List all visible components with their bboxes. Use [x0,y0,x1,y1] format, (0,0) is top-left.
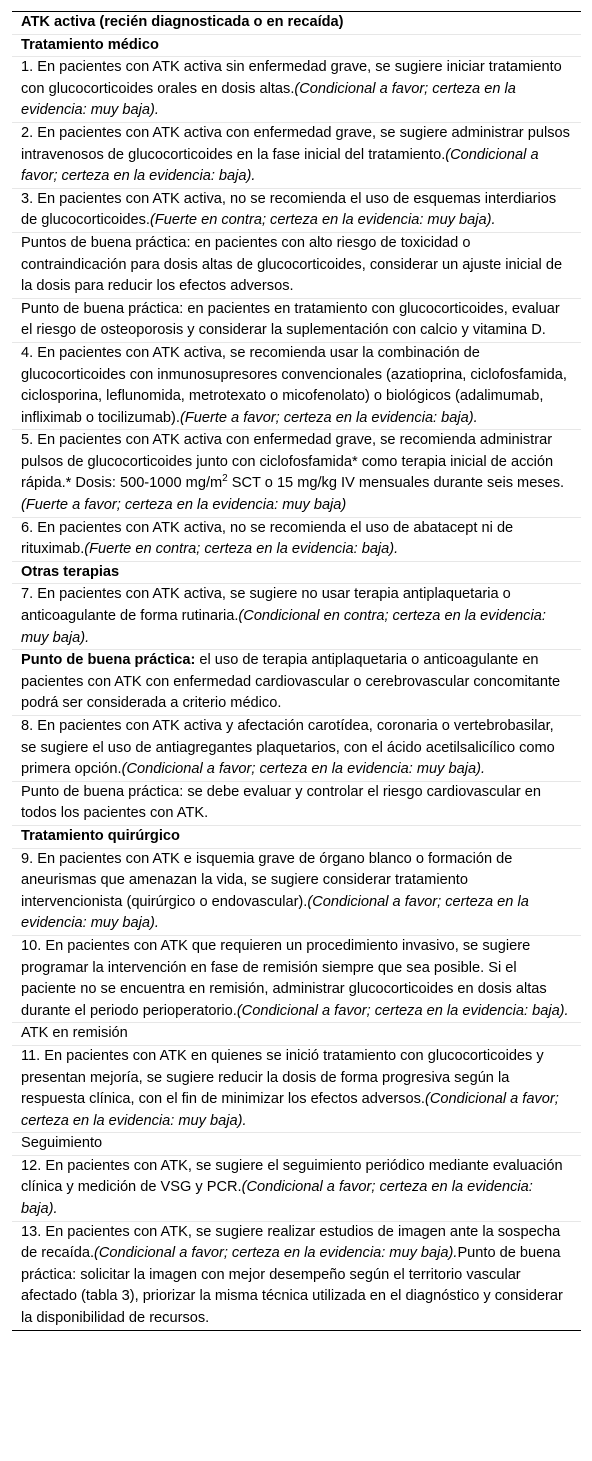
recommendation-text: 3. En pacientes con ATK activa, no se recomienda el uso de esquemas interdiarios de glucocorticoides. [21,190,557,229]
recommendation-7 [12,584,581,650]
recommendation-11 [12,1046,581,1133]
recommendation-text-cont: SCT o 15 mg/kg IV mensuales durante seis meses. [227,475,565,492]
recommendation-10 [12,936,581,1023]
recommendation-text: 10. En pacientes con ATK que requieren un procedimiento invasivo, se sugiere programar la intervención en fase de remisión siempre que sea posible. Si el paciente no se encuentra en remisión, administrar glucocorticoides en dosis altas durante el periodo perioperatorio. [21,937,547,1019]
good-practice-label: Punto de buena práctica: [21,652,196,669]
evidence-grade: (Fuerte en contra; certeza en la evidencia: muy baja). [150,212,496,229]
evidence-grade: (Condicional a favor; certeza en la evidencia: muy baja). [121,761,486,778]
recommendation-text: 7. En pacientes con ATK activa, se sugiere no usar terapia antiplaquetaria o anticoagulante de forma rutinaria. [21,586,511,625]
evidence-grade: (Condicional a favor; certeza en la evidencia: baja). [21,1179,533,1218]
evidence-grade: (Condicional a favor; certeza en la evidencia: muy baja). [21,80,516,119]
good-practice-point-1: Puntos de buena práctica: en pacientes con alto riesgo de toxicidad o contraindicación para dosis altas de glucocorticoides, considerar un ajuste inicial de la dosis para reducir los efectos adversos. [12,233,581,299]
recommendation-3 [12,189,581,233]
good-practice-text: Punto de buena práctica: solicitar la imagen con mejor desempeño según el territorio vascular afectado (tabla 3), priorizar la misma técnica utilizada en el diagnóstico y considerar la disponibilidad de recursos. [21,1245,563,1327]
recommendation-text: 6. En pacientes con ATK activa, no se recomienda el uso de abatacept ni de rituximab. [21,519,514,558]
section-heading-remission: ATK en remisión [12,1023,581,1046]
evidence-grade: (Condicional a favor; certeza en la evidencia: baja). [21,146,539,185]
recommendation-text: 13. En pacientes con ATK, se sugiere realizar estudios de imagen ante la sospecha de recaída. [21,1223,561,1262]
section-heading-surgical: Tratamiento quirúrgico [12,826,581,849]
recommendation-5 [12,430,581,517]
recommendation-text: 8. En pacientes con ATK activa y afectación carotídea, coronaria o vertebrobasilar, se sugiere el uso de antiagregantes plaquetarios, con el ácido acetilsalicílico como primera opción. [21,718,555,778]
table-title: ATK activa (recién diagnosticada o en recaída) [12,12,581,35]
recommendations-table [12,11,581,1331]
recommendation-text: 5. En pacientes con ATK activa con enfermedad grave, se recomienda administrar pulsos de glucocorticoides junto con ciclofosfamida* como terapia inicial de acción rápida.* Dosis: 500-1000 mg/m [21,432,554,492]
recommendation-text: 1. En pacientes con ATK activa sin enfermedad grave, se sugiere iniciar tratamiento con glucocorticoides orales en dosis altas. [21,59,562,97]
recommendation-text: 12. En pacientes con ATK, se sugiere el seguimiento periódico mediante evaluación clínica y medición de VSG y PCR. [21,1157,563,1196]
section-heading-other: Otras terapias [12,562,581,585]
evidence-grade: (Condicional en contra; certeza en la evidencia: muy baja). [21,608,546,646]
recommendation-1 [12,57,581,123]
recommendation-9 [12,849,581,936]
recommendation-12 [12,1156,581,1222]
recommendation-2 [12,123,581,189]
evidence-grade: (Condicional a favor; certeza en la evidencia: baja). [236,1002,569,1019]
evidence-grade: (Fuerte a favor; certeza en la evidencia: muy baja) [21,497,347,514]
recommendation-text: 2. En pacientes con ATK activa con enfermedad grave, se sugiere administrar pulsos intravenosos de glucocorticoides en la fase inicial del tratamiento. [21,124,570,163]
good-practice-point-3 [12,650,581,716]
good-practice-text: el uso de terapia antiplaquetaria o anticoagulante en pacientes con ATK con enfermedad cardiovascular o cerebrovascular concomitante podrá ser considerada a criterio médico. [21,652,561,712]
section-heading-medical: Tratamiento médico [12,35,581,58]
evidence-grade: (Condicional a favor; certeza en la evidencia: muy baja). [21,1091,559,1129]
good-practice-point-2: Punto de buena práctica: en pacientes en tratamiento con glucocorticoides, evaluar el riesgo de osteoporosis y considerar la suplementación con calcio y vitamina D. [12,299,581,343]
recommendation-8 [12,716,581,782]
good-practice-point-4: Punto de buena práctica: se debe evaluar y controlar el riesgo cardiovascular en todos los pacientes con ATK. [12,782,581,826]
recommendation-4 [12,343,581,430]
evidence-grade: (Condicional a favor; certeza en la evidencia: muy baja). [94,1245,458,1262]
recommendation-text: 4. En pacientes con ATK activa, se recomienda usar la combinación de glucocorticoides con inmunosupresores convencionales (azatioprina, ciclofosfamida, ciclosporina, leflunomida, metrotexato o micofenolato) o biológicos (adalimumab, infliximab o tocilizumab). [21,344,567,426]
recommendation-text: 9. En pacientes con ATK e isquemia grave de órgano blanco o formación de aneurismas que amenazan la vida, se sugiere considerar tratamiento intervencionista (quirúrgico o endovascular). [21,850,513,910]
evidence-grade: (Fuerte en contra; certeza en la evidencia: baja). [84,541,399,558]
recommendation-text: 11. En pacientes con ATK en quienes se inició tratamiento con glucocorticoides y presentan mejoría, se sugiere reducir la dosis de forma progresiva según la respuesta clínica, con el fin de minimizar los efectos adversos. [21,1047,544,1108]
recommendation-13 [12,1222,581,1330]
recommendation-6 [12,518,581,562]
evidence-grade: (Fuerte a favor; certeza en la evidencia: baja). [179,409,478,426]
section-heading-followup: Seguimiento [12,1133,581,1156]
superscript: 2 [222,473,228,485]
evidence-grade: (Condicional a favor; certeza en la evidencia: muy baja). [21,893,529,932]
